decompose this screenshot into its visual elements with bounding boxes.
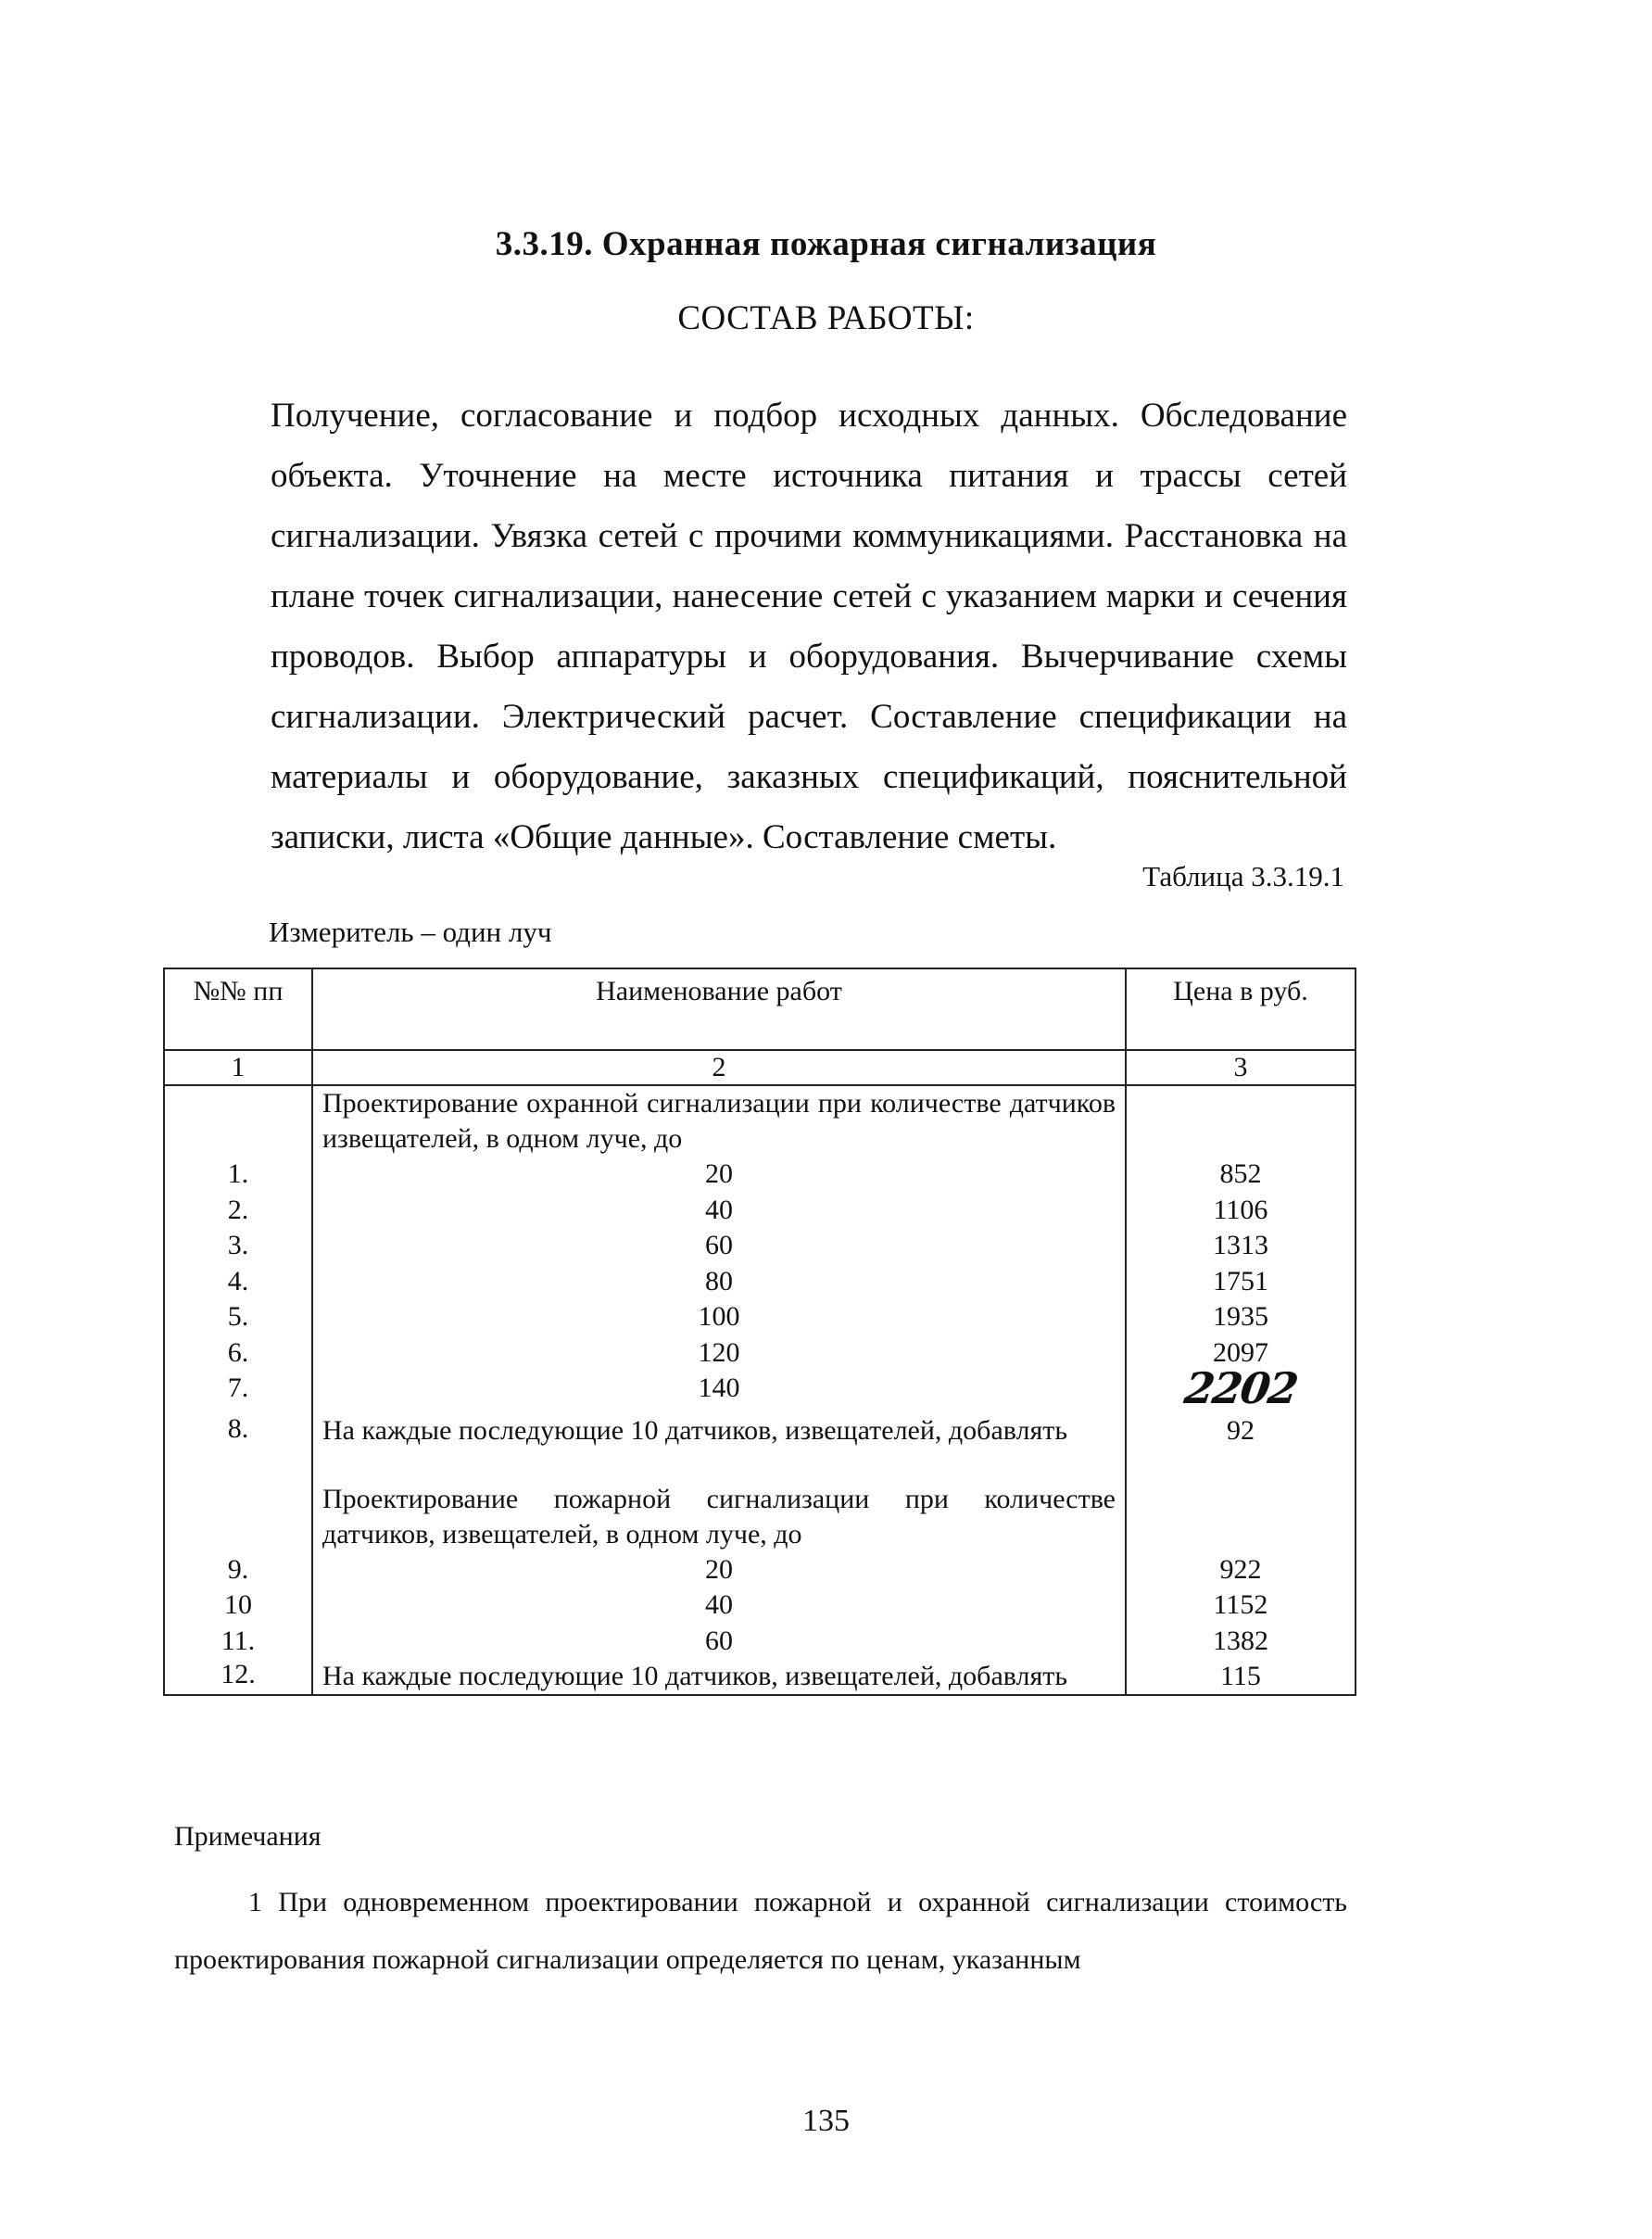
header-col-index: 3 xyxy=(1126,1050,1356,1085)
table-row xyxy=(164,1624,1356,1660)
header-col-index: 1 xyxy=(164,1050,312,1085)
group-title: Проектирование охранной сигнализации при количестве датчиков извещателей, в одном луче, до xyxy=(312,1085,1126,1157)
row-price: 2097 xyxy=(1126,1335,1356,1372)
row-number: 6. xyxy=(164,1335,312,1372)
row-sensor-count: 40 xyxy=(312,1193,1126,1229)
row-number: 10 xyxy=(164,1588,312,1624)
table-row xyxy=(164,1299,1356,1335)
price-table xyxy=(163,968,1356,1696)
row-number: 2. xyxy=(164,1193,312,1229)
row-number: 4. xyxy=(164,1264,312,1300)
row-price: 1935 xyxy=(1126,1299,1356,1335)
row-sensor-count: 40 xyxy=(312,1588,1126,1624)
row-number: 3. xyxy=(164,1228,312,1264)
row-number: 11. xyxy=(164,1624,312,1660)
row-sensor-count: 20 xyxy=(312,1552,1126,1588)
header-price: Цена в руб. xyxy=(1126,968,1356,1050)
table-row xyxy=(164,1157,1356,1193)
row-sensor-count: 20 xyxy=(312,1157,1126,1193)
row-price: 92 xyxy=(1126,1413,1356,1448)
row-price: 1152 xyxy=(1126,1588,1356,1624)
row-sensor-count: 120 xyxy=(312,1335,1126,1372)
table-measure: Измеритель – один луч xyxy=(269,916,552,948)
table-row xyxy=(164,1264,1356,1300)
row-sensor-count: 100 xyxy=(312,1299,1126,1335)
row-sensor-count: 60 xyxy=(312,1228,1126,1264)
work-scope-title: СОСТАВ РАБОТЫ: xyxy=(677,299,975,337)
row-extra-description: На каждые последующие 10 датчиков, извещателей, добавлять xyxy=(312,1659,1126,1695)
table-caption: Таблица 3.3.19.1 xyxy=(1142,860,1344,892)
row-price: 1751 xyxy=(1126,1264,1356,1300)
table-row xyxy=(164,1335,1356,1372)
row-number: 9. xyxy=(164,1552,312,1588)
row-price: 115 xyxy=(1126,1659,1356,1695)
notes-title: Примечания xyxy=(174,1821,322,1852)
row-number: 8. xyxy=(164,1413,312,1448)
group-title: Проектирование пожарной сигнализации при количестве датчиков, извещателей, в одном луче, до xyxy=(312,1482,1126,1552)
row-price: 1382 xyxy=(1126,1624,1356,1660)
row-price: 1313 xyxy=(1126,1228,1356,1264)
section-heading: 3.3.19. Охранная пожарная сигнализация xyxy=(495,225,1157,263)
table-row xyxy=(164,1413,1356,1448)
work-scope-paragraph: Получение, согласование и подбор исходных данных. Обследование объекта. Уточнение на месте источника питания и трассы сетей сигнализации. Увязка сетей с прочими коммуникациями. Расстановка на плане точек сигнализации, нанесение сетей с указанием марки и сечения проводов. Выбор аппаратуры и оборудования. Вычерчивание схемы сигнализации. Электрический расчет. Составление спецификации на материалы и оборудование, заказных спецификаций, пояснительной записки, листа «Общие данные». Составление сметы. xyxy=(271,397,1347,856)
row-number: 12. xyxy=(164,1659,312,1695)
row-sensor-count: 140 xyxy=(312,1371,1126,1413)
header-work-name: Наименование работ xyxy=(312,968,1126,1050)
row-number: 7. xyxy=(164,1371,312,1413)
row-number: 5. xyxy=(164,1299,312,1335)
table-row xyxy=(164,1659,1356,1695)
header-col-index: 2 xyxy=(312,1050,1126,1085)
table-row xyxy=(164,1228,1356,1264)
table-row xyxy=(164,1552,1356,1588)
row-price: 922 xyxy=(1126,1552,1356,1588)
table-row xyxy=(164,1371,1356,1413)
row-extra-description: На каждые последующие 10 датчиков, извещателей, добавлять xyxy=(312,1413,1126,1448)
row-number: 1. xyxy=(164,1157,312,1193)
row-sensor-count: 60 xyxy=(312,1624,1126,1660)
row-sensor-count: 80 xyxy=(312,1264,1126,1300)
row-price: 1106 xyxy=(1126,1193,1356,1229)
page-number: 135 xyxy=(802,2104,850,2138)
row-price-handwritten xyxy=(1126,1363,1356,1413)
table-row xyxy=(164,1193,1356,1229)
handwritten-price: 2202 xyxy=(1181,1363,1300,1413)
table-row xyxy=(164,1588,1356,1624)
header-number: №№ пп xyxy=(164,968,312,1050)
notes-text: 1 При одновременном проектировании пожарной и охранной сигнализации стоимость проектирования пожарной сигнализации определяется по ценам, указанным xyxy=(174,1887,1347,1975)
row-price: 852 xyxy=(1126,1157,1356,1193)
